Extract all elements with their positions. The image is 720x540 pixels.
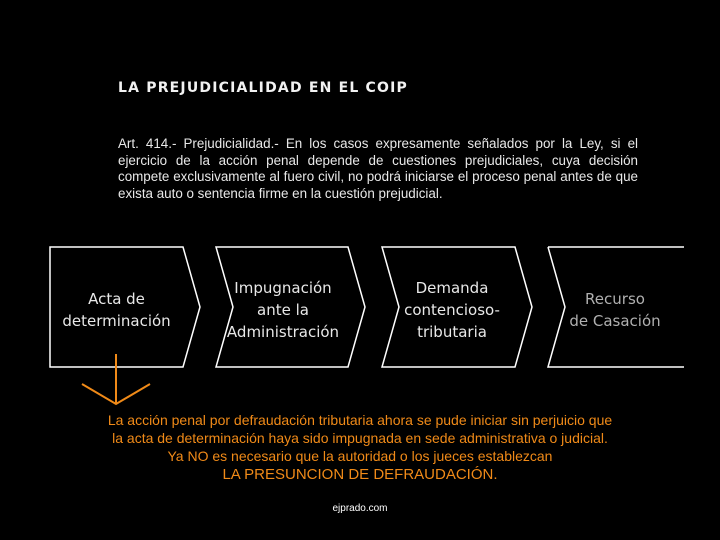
step-4-line-2: de Casación [569,312,661,330]
step-3-line-3: tributaria [417,323,487,341]
note-line-3: Ya NO es necesario que la autoridad o los jueces establezcan [167,448,553,464]
step-label-4 [548,288,682,332]
note-block [60,411,660,484]
step-2-line-1: Impugnación [234,279,332,297]
slide-title: LA PREJUDICIALIDAD EN EL COIP [118,80,408,96]
step-1-line-2: determinación [62,312,171,330]
down-arrow-icon [82,354,150,404]
note-line-1: La acción penal por defraudación tributaria ahora se pude iniciar sin perjuicio que [107,412,613,428]
step-3-line-1: Demanda [415,279,489,297]
step-4-line-1: Recurso [585,290,645,308]
step-2-line-2: ante la [257,301,309,319]
note-emphasis: LA PRESUNCION DE DEFRAUDACIÓN. [222,466,498,483]
step-1-line-1: Acta de [88,290,145,308]
step-label-2 [216,277,350,343]
article-text: Art. 414.- Prejudicialidad.- En los casos expresamente señalados por la Ley, si el ejercicio de la acción penal depende de cuestiones prejudiciales, cuya decisión compete exclusivamente al fuero civil, no podrá iniciarse el proceso penal antes de que exista auto o sentencia firme en la cuestión prejudicial. [118,136,638,201]
footer-credit: ejprado.com [332,503,388,514]
step-2-line-3: Administración [226,323,340,341]
step-label-1 [50,288,183,332]
step-3-line-2: contencioso- [404,301,500,319]
note-line-2: la acta de determinación haya sido impugnada en sede administrativa o judicial. [112,430,608,446]
step-label-3 [386,277,518,343]
